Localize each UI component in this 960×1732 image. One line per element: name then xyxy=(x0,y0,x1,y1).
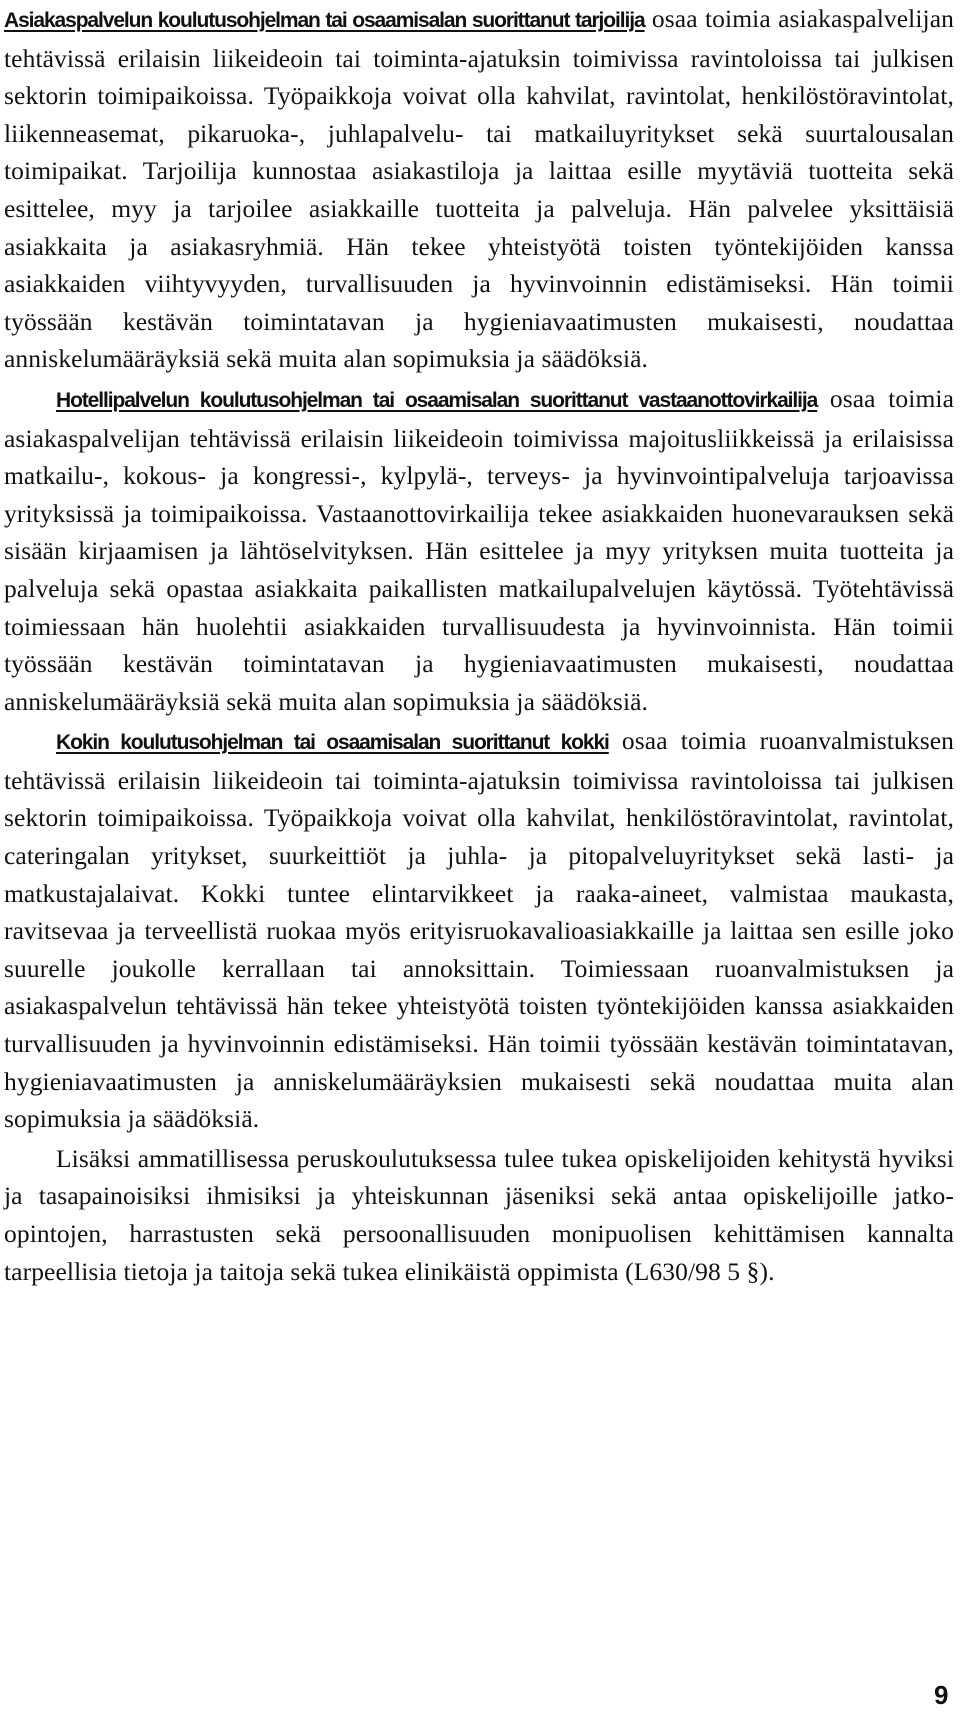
body-text xyxy=(4,0,954,1292)
paragraph-vastaanottovirkailija xyxy=(4,380,954,720)
paragraph-tarjoilija-body: osaa toimia asiakaspalvelijan tehtävissä erilaisin liikeideoin tai toiminta-ajatuksin toimivissa ravintoloissa tai julkisen sektorin toimipaikoissa. Työpaikkoja voivat olla kahvilat, ravintolat, henkilöstöravintolat, liikenneasemat, pikaruoka-, juhlapalvelu- tai matkailuyritykset sekä suurtalousalan toimipaikat. Tarjoilija kunnostaa asiakastiloja ja laittaa esille myytäviä tuotteita sekä esittelee, myy ja tarjoilee asiakkaille tuotteita ja palveluja. Hän palvelee yksittäisiä asiakkaita ja asiakasryhmiä. Hän tekee yhteistyötä toisten työntekijöiden kanssa asiakkaiden viihtyvyyden, turvallisuuden ja hyvinvoinnin edistämiseksi. Hän toimii työssään kestävän toimintatavan ja hygieniavaatimusten mukaisesti, noudattaa anniskelumääräyksiä sekä muita alan sopimuksia ja säädöksiä. xyxy=(4,4,954,374)
paragraph-kokki-body: osaa toimia ruoanvalmistuksen tehtävissä erilaisin liikeideoin tai toiminta-ajatuksin toimivissa ravintoloissa tai julkisen sektorin toimipaikoissa. Työpaikkoja voivat olla kahvilat, henkilöstöravintolat, ravintolat, cateringalan yritykset, suurkeittiöt ja juhla- ja pitopalveluyritykset sekä lasti- ja matkustajalaivat. Kokki tuntee elintarvikkeet ja raaka-aineet, valmistaa maukasta, ravitsevaa ja terveellistä ruokaa myös erityisruokavalioasiakkaille ja laittaa sen esille joko suurelle joukolle kerrallaan tai annoksittain. Toimiessaan ruoanvalmistuksen ja asiakaspalvelun tehtävissä hän tekee yhteistyötä toisten työntekijöiden kanssa asiakkaiden turvallisuuden ja hyvinvoinnin edistämiseksi. Hän toimii työssään kestävän toimintatavan, hygieniavaatimusten ja anniskelumääräyksien mukaisesti sekä noudattaa muita alan sopimuksia ja säädöksiä. xyxy=(4,726,954,1134)
paragraph-lisaksi xyxy=(4,1140,954,1290)
paragraph-kokki xyxy=(4,722,954,1138)
heading-kokki: Kokin koulutusohjelman tai osaamisalan suorittanut kokki xyxy=(56,731,609,755)
page-number: 9 xyxy=(934,1680,948,1710)
heading-vastaanottovirkailija: Hotellipalvelun koulutusohjelman tai osaamisalan suorittanut vastaanottovirkailija xyxy=(56,388,818,412)
paragraph-lisaksi-body: Lisäksi ammatillisessa peruskoulutuksessa tulee tukea opiskelijoiden kehitystä hyviksi ja tasapainoisiksi ihmisiksi ja yhteiskunnan jäseniksi sekä antaa opiskelijoille jatko-opintojen, harrastusten sekä persoonallisuuden monipuolisen kehittämisen kannalta tarpeellisia tietoja ja taitoja sekä tukea elinikäistä oppimista (L630/98 5 §). xyxy=(4,1143,954,1286)
paragraph-tarjoilija xyxy=(4,0,954,378)
heading-tarjoilija: Asiakaspalvelun koulutusohjelman tai osaamisalan suorittanut tarjoilija xyxy=(4,9,645,32)
paragraph-vastaanottovirkailija-body: osaa toimia asiakaspalvelijan tehtävissä erilaisin liikeideoin toimivissa majoitusliikkeissä ja erilaisissa matkailu-, kokous- ja kongressi-, kylpylä-, terveys- ja hyvinvointipalveluja tarjoavissa yrityksissä ja toimipaikoissa. Vastaanottovirkailija tekee asiakkaiden huonevarauksen sekä sisään kirjaamisen ja lähtöselvityksen. Hän esittelee ja myy yrityksen muita tuotteita ja palveluja sekä opastaa asiakkaita paikallisten matkailupalvelujen käytössä. Työtehtävissä toimiessaan hän huolehtii asiakkaiden turvallisuudesta ja hyvinvoinnista. Hän toimii työssään kestävän toimintatavan ja hygieniavaatimusten mukaisesti, noudattaa anniskelumääräyksiä sekä muita alan sopimuksia ja säädöksiä. xyxy=(4,383,954,716)
